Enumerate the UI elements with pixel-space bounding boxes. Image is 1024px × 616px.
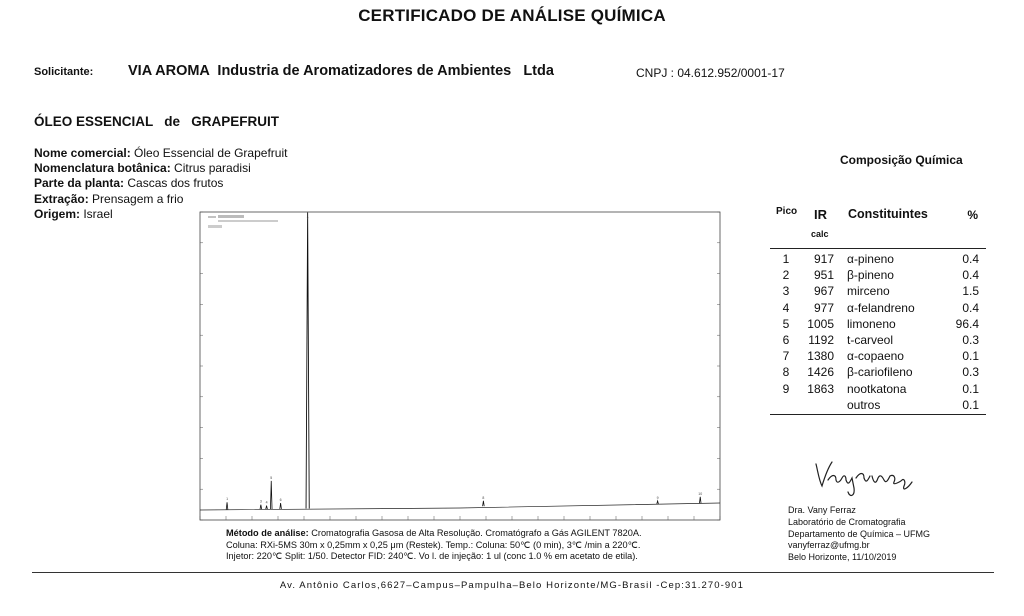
spec-plant-part: Parte da planta: Cascas dos frutos <box>34 176 224 191</box>
header-ir: IR <box>814 207 827 222</box>
table-row: 2 951 β-pineno 0.4 <box>782 268 979 283</box>
peak-label: 7 <box>306 217 309 221</box>
peak-label: 4 <box>265 500 268 505</box>
table-row: 9 1863 nootkatona 0.1 <box>782 381 979 396</box>
requester-cnpj: CNPJ : 04.612.952/0001-17 <box>636 66 785 80</box>
chromatogram-peak <box>699 497 701 504</box>
method-line-3: Injetor: 220℃ Split: 1/50. Detector FID: 240℃. Vo l. de injeção: 1 ul (conc 1.0 % em acetato de etila). <box>226 551 638 562</box>
header-constituents: Constituintes <box>848 207 928 221</box>
peak-label: 3 <box>259 499 262 504</box>
chromatogram-peak <box>226 502 228 509</box>
chromatogram-trace <box>200 213 720 510</box>
chromatogram-peak <box>483 501 485 506</box>
footer-rule <box>32 572 994 573</box>
method-line-2: Coluna: RXi-5MS 30m x 0,25mm x 0,25 μm (Restek). Temp.: Coluna: 50℃ (0 min), 3℃ /min a 220℃. <box>226 539 641 550</box>
peak-label: 10 <box>698 491 703 496</box>
lab-signatory: Dra. Vany Ferraz <box>788 505 856 515</box>
requester-name: VIA AROMA Industria de Aromatizadores de Ambientes Ltda <box>128 63 554 79</box>
table-body <box>770 249 986 414</box>
analysis-method <box>226 528 642 563</box>
chromatogram-legend <box>208 215 278 228</box>
composition-table <box>770 204 986 415</box>
table-row: 3 967 mirceno 1.5 <box>782 284 979 299</box>
spec-extraction: Extração: Prensagem a frio <box>34 191 184 206</box>
lab-info <box>788 505 930 564</box>
chromatogram-peak <box>306 213 309 509</box>
requester-label: Solicitante: <box>34 66 94 78</box>
lab-date: Belo Horizonte, 11/10/2019 <box>788 552 897 563</box>
peak-label: 6 <box>279 497 282 502</box>
table-row: 6 1192 t-carveol 0.3 <box>782 332 979 347</box>
document-title: CERTIFICADO DE ANÁLISE QUÍMICA <box>358 6 666 25</box>
chromatogram <box>186 208 736 526</box>
peak-label: 8 <box>482 495 485 500</box>
signature-image <box>810 452 920 502</box>
table-row: outros 0.1 <box>847 397 979 412</box>
chromatogram-peak <box>260 505 262 509</box>
chromatogram-peak <box>266 506 268 510</box>
composition-title: Composição Química <box>840 153 963 167</box>
table-row: 5 1005 limoneno 96.4 <box>782 316 979 331</box>
baseline <box>200 500 720 510</box>
chromatogram-peak <box>657 501 659 504</box>
spec-origin: Origem: Israel <box>34 206 113 221</box>
table-row: 4 977 α-felandreno 0.4 <box>782 300 979 315</box>
header-ir-sub: calc <box>811 229 829 239</box>
peak-label: 9 <box>656 495 659 500</box>
spec-trade-name: Nome comercial: Óleo Essencial de Grapefruit <box>34 146 288 160</box>
chromatogram-peak <box>270 481 272 509</box>
table-row: 7 1380 α-copaeno 0.1 <box>782 349 979 364</box>
chromatogram-frame <box>200 212 720 520</box>
spec-botanical-name: Nomenclatura botânica: Citrus paradisi <box>34 161 251 176</box>
chromatogram-ticks <box>200 212 720 520</box>
method-line-1: Método de análise: Cromatografia Gasosa de Alta Resolução. Cromatógrafo a Gás AGILENT 7820A. <box>226 528 642 538</box>
table-bottom-rule <box>770 414 986 415</box>
lab-laboratory: Laboratório de Cromatografia <box>788 516 906 527</box>
header-peak: Pico <box>776 206 798 217</box>
table-row: 1 917 α-pineno 0.4 <box>782 252 979 266</box>
peak-label: 5 <box>270 475 273 480</box>
product-name: ÓLEO ESSENCIAL de GRAPEFRUIT <box>34 114 280 129</box>
lab-department: Departamento de Química – UFMG <box>788 528 931 539</box>
header-percent: % <box>967 208 978 222</box>
peak-label: 1 <box>226 497 229 502</box>
lab-email: vanyferraz@ufmg.br <box>788 540 870 551</box>
table-row: 8 1426 β-cariofileno 0.3 <box>782 365 979 380</box>
footer-address: Av. Antônio Carlos,6627–Campus–Pampulha–Belo Horizonte/MG-Brasil -Cep:31.270-901 <box>279 580 745 591</box>
table-header <box>770 204 986 249</box>
chromatogram-peak <box>280 503 282 509</box>
